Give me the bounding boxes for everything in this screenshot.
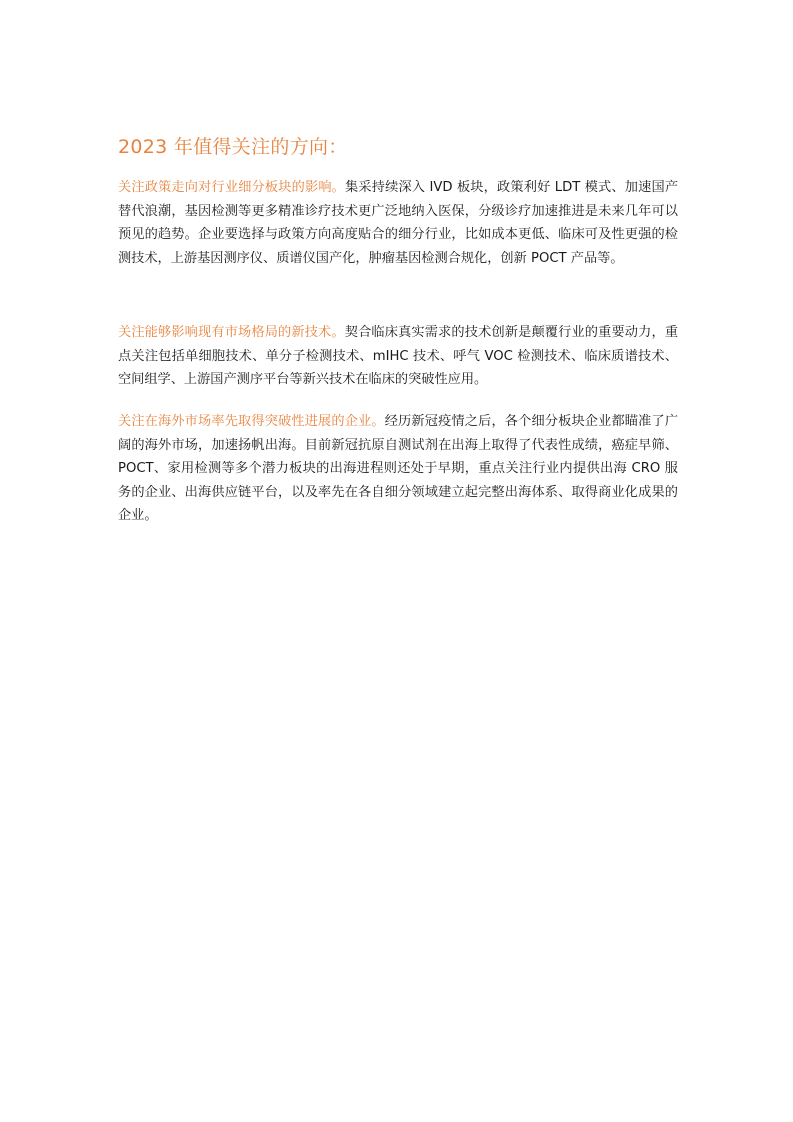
- paragraph-highlight: 关注在海外市场率先取得突破性进展的企业。: [118, 414, 385, 429]
- paragraph-body: 集采持续深入 IVD 板块，政策利好 LDT 模式、加速国产替代浪潮，基因检测等更多精准诊疗技术更广泛地纳入医保，分级诊疗加速推进是未来几年可以预见的趋势。企业要选择与政策方向高度贴合的细分行业，比如成本更低、临床可及性更强的检测技术，上游基因测序仪、质谱仪国产化，肿瘤基因检测合规化，创新 POCT 产品等。: [118, 180, 679, 266]
- paragraph-highlight: 关注能够影响现有市场格局的新技术。: [118, 325, 345, 340]
- section-heading: 2023 年值得关注的方向：: [118, 136, 348, 158]
- paragraph-body: 经历新冠疫情之后，各个细分板块企业都瞄准了广阔的海外市场，加速扬帆出海。目前新冠抗原自测试剂在出海上取得了代表性成绩，癌症早筛、POCT、家用检测等多个潜力板块的出海进程则还处于早期，重点关注行业内提供出海 CRO 服务的企业、出海供应链平台，以及率先在各自细分领域建立起完整出海体系、取得商业化成果的企业。: [118, 414, 679, 524]
- paragraph-highlight: 关注政策走向对行业细分板块的影响。: [118, 180, 346, 195]
- paragraph-policy: [118, 176, 678, 270]
- paragraph-new-technology: [118, 321, 678, 392]
- paragraph-body: 契合临床真实需求的技术创新是颠覆行业的重要动力，重点关注包括单细胞技术、单分子检测技术、mIHC 技术、呼气 VOC 检测技术、临床质谱技术、空间组学、上游国产测序平台等新兴技术在临床的突破性应用。: [118, 325, 679, 388]
- paragraph-overseas-market: [118, 410, 678, 528]
